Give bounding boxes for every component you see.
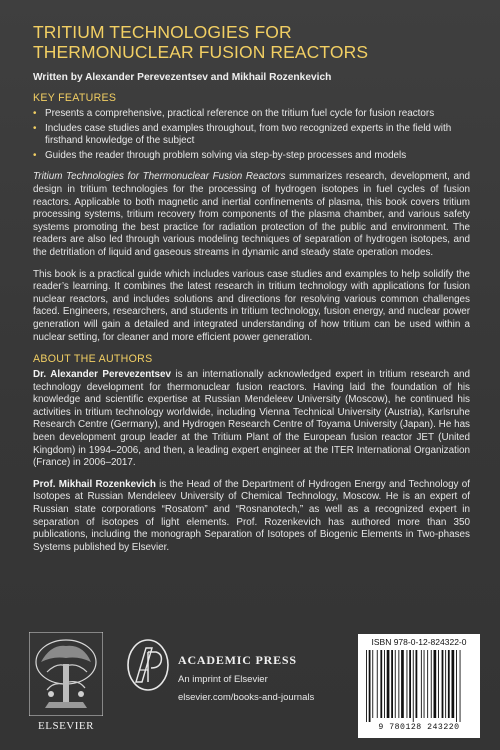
barcode-number: 9 780128 243220 — [378, 723, 460, 732]
description-paragraph-2: This book is a practical guide which includes various case studies and examples to help solidify the reader’s learning. It combines the latest research in tritium technology with applications for fusion nuclear reactors, and includes solutions and directions for resolving various common challenges faced. Engineers, researchers, and students in tritium technology, fusion energy, and nuclear power generation will gain a detailed and integrated understanding of how tritium can be used within a nuclear setting, for cleaner and more efficient power generation. — [33, 268, 470, 343]
author-2-bio — [33, 479, 470, 555]
author-1-bio — [33, 369, 470, 470]
academic-press-wordmark: ACADEMIC PRESS — [178, 653, 297, 667]
isbn-text: ISBN 978-0-12-824322-0 — [371, 637, 467, 647]
authors-line: Written by Alexander Perevezentsev and Mikhail Rozenkevich — [33, 72, 332, 83]
about-authors-heading: ABOUT THE AUTHORS — [33, 353, 153, 366]
description-book-title: Tritium Technologies for Thermonuclear Fusion Reactors — [33, 171, 286, 183]
academic-press-logo-icon — [126, 638, 170, 692]
author-1-name: Dr. Alexander Perevezentsev — [33, 369, 172, 381]
elsevier-tree-logo-icon — [29, 632, 103, 716]
barcode-icon — [364, 650, 474, 722]
publisher-footer — [0, 622, 500, 750]
title-line-1: TRITIUM TECHNOLOGIES FOR — [33, 22, 292, 42]
author-1-bio-text: is an internationally acknowledged expert in tritium research and technology development for thermonuclear fusion reactors. Having laid the foundation of his knowledge and scientific expertise at Russian Mendeleev University (Moscow), he continued his activities in tritium technology worldwide, including Vienna Technical University (Austria), Karlsruhe Research Centre (Germany), and Hydrogen Research Centre of Toyama University (Japan). He has been development group leader at the Tritium Plant of the European fusion reactor JET (United Kingdom) in 1994–2006, and then, a leading expert engineer at the ITER International Organization (France) in 2006–2017. — [33, 369, 470, 469]
barcode-panel — [358, 634, 480, 738]
imprint-text: An imprint of Elsevier — [178, 674, 268, 685]
elsevier-wordmark: ELSEVIER — [38, 720, 94, 732]
key-features-list — [33, 108, 470, 162]
key-feature-item: • Includes case studies and examples throughout, from two recognized experts in the field with firsthand knowledge of the subject — [33, 123, 470, 148]
key-features-heading: KEY FEATURES — [33, 92, 117, 104]
key-feature-item: • Presents a comprehensive, practical reference on the tritium fuel cycle for fusion reactors — [33, 108, 470, 121]
description-text: summarizes research, development, and design in tritium technologies for the processing of hydrogen isotopes in fuel cycles of fusion reactors. Applicable to both magnetic and inertial confinements of plasma, this book covers tritium processing systems, tritium recovery from components of the plasma chamber, and various safety systems promoting the best practice for radiation protection of the public and environment. The readers are also led through various modeling techniques of separation of hydrogen isotopes, and the detritiation of liquid and gaseous streams in dynamic and steady state operation modes. — [33, 171, 470, 258]
publisher-url: elsevier.com/books-and-journals — [178, 692, 315, 703]
author-2-bio-text: is the Head of the Department of Hydrogen Energy and Technology of Isotopes at Russian Mendeleev University of Chemical Technology, Moscow. He is an expert of Russian state corporations “Rosatom” and “Rosnanotech,” as well as a recognized expert in separation of isotopes of light elements. Prof. Rozenkevich has authored more than 350 publications, including the monograph Separation of Isotopes of Biogenic Elements in Two-phases Systems published by Elsevier. — [33, 478, 471, 553]
title-line-2: THERMONUCLEAR FUSION REACTORS — [33, 42, 369, 62]
author-2-name: Prof. Mikhail Rozenkevich — [33, 478, 156, 490]
description-paragraph-1 — [33, 171, 470, 259]
key-feature-item: • Guides the reader through problem solving via step-by-step processes and models — [33, 150, 470, 163]
book-title — [33, 22, 470, 62]
